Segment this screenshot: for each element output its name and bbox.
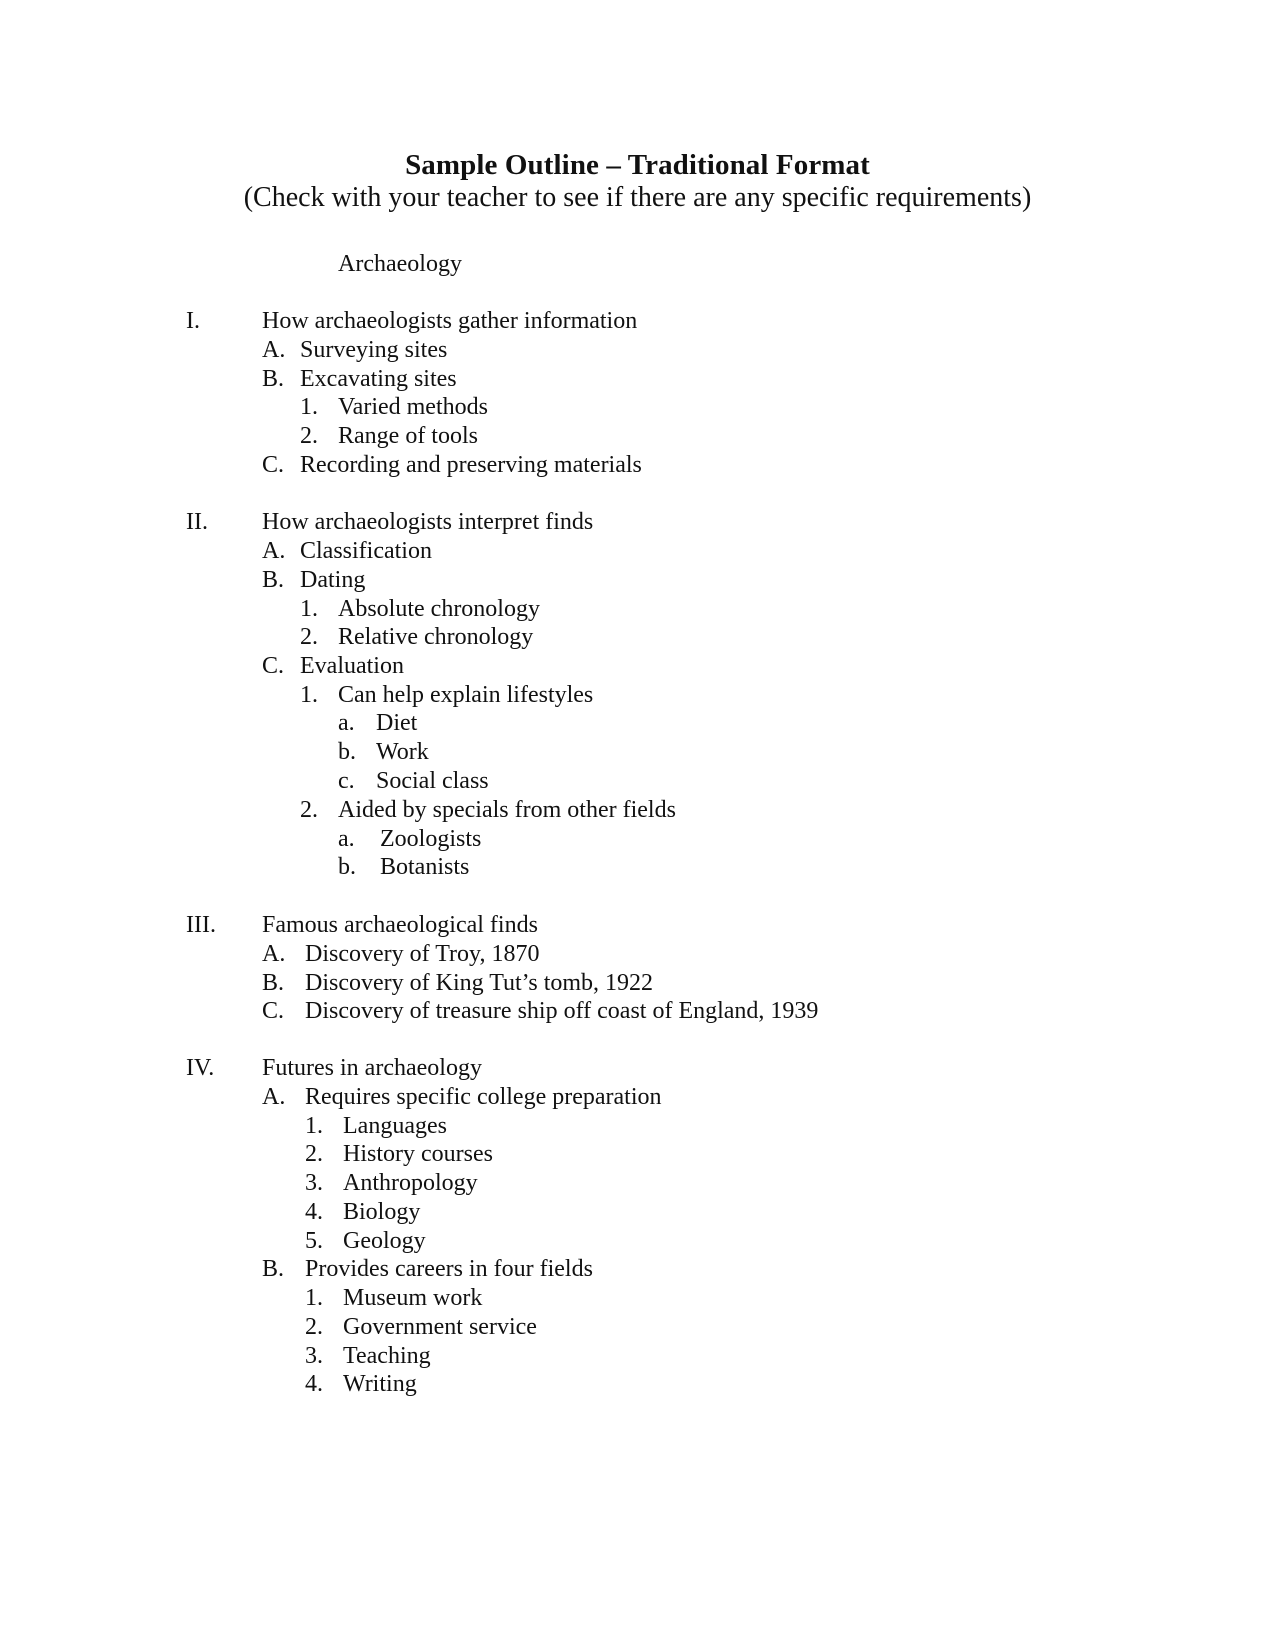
item-text: Zoologists [380, 826, 482, 852]
item-text: Teaching [343, 1343, 431, 1369]
item-text: Discovery of King Tut’s tomb, 1922 [305, 970, 654, 996]
item-marker: A. [262, 1084, 286, 1110]
item-marker: 3. [305, 1170, 323, 1196]
roman-numeral: III. [186, 912, 216, 938]
item-text: Requires specific college preparation [305, 1084, 662, 1110]
item-text: Excavating sites [300, 366, 457, 392]
item-marker: B. [262, 970, 285, 996]
item-marker: 2. [300, 624, 318, 650]
item-marker: a. [338, 826, 355, 852]
item-text: Discovery of treasure ship off coast of England, 1939 [305, 998, 819, 1024]
item-text: Government service [343, 1314, 537, 1340]
item-text: Dating [300, 567, 366, 593]
section-heading-text: Futures in archaeology [262, 1055, 482, 1081]
item-text: Relative chronology [338, 624, 534, 650]
page-subtitle: (Check with your teacher to see if there are any specific requirements) [243, 182, 1032, 213]
item-text: Botanists [380, 854, 470, 880]
item-text: Evaluation [300, 653, 404, 679]
item-marker: 1. [300, 596, 318, 622]
item-marker: B. [262, 567, 285, 593]
item-text: Languages [343, 1113, 447, 1139]
item-marker: 4. [305, 1371, 323, 1397]
item-marker: 4. [305, 1199, 323, 1225]
item-marker: B. [262, 1256, 285, 1282]
outline-topic: Archaeology [338, 251, 462, 277]
item-marker: 2. [305, 1314, 323, 1340]
item-marker: C. [262, 452, 285, 478]
item-marker: B. [262, 366, 285, 392]
item-marker: 1. [300, 394, 318, 420]
item-text: Absolute chronology [338, 596, 540, 622]
section-heading-text: Famous archaeological finds [262, 912, 538, 938]
item-marker: a. [338, 710, 355, 736]
item-marker: 1. [305, 1285, 323, 1311]
item-text: Varied methods [338, 394, 488, 420]
item-text: Anthropology [343, 1170, 478, 1196]
item-text: Diet [376, 710, 418, 736]
item-marker: 2. [300, 423, 318, 449]
item-text: Writing [343, 1371, 417, 1397]
item-text: Discovery of Troy, 1870 [305, 941, 540, 967]
item-marker: b. [338, 739, 356, 765]
item-text: Provides careers in four fields [305, 1256, 593, 1282]
item-text: Museum work [343, 1285, 483, 1311]
item-text: History courses [343, 1141, 493, 1167]
roman-numeral: I. [186, 308, 200, 334]
item-marker: A. [262, 337, 286, 363]
item-text: Biology [343, 1199, 421, 1225]
section-heading-text: How archaeologists gather information [262, 308, 638, 334]
item-marker: 3. [305, 1343, 323, 1369]
item-text: Recording and preserving materials [300, 452, 642, 478]
item-marker: A. [262, 941, 286, 967]
item-text: Work [376, 739, 429, 765]
item-marker: c. [338, 768, 355, 794]
item-text: Geology [343, 1228, 426, 1254]
item-marker: b. [338, 854, 356, 880]
item-marker: 5. [305, 1228, 323, 1254]
item-marker: 1. [305, 1113, 323, 1139]
item-marker: 1. [300, 682, 318, 708]
item-text: Classification [300, 538, 432, 564]
item-marker: 2. [305, 1141, 323, 1167]
item-text: Range of tools [338, 423, 478, 449]
item-text: Surveying sites [300, 337, 448, 363]
item-marker: C. [262, 998, 285, 1024]
item-text: Can help explain lifestyles [338, 682, 594, 708]
item-marker: C. [262, 653, 285, 679]
item-text: Aided by specials from other fields [338, 797, 676, 823]
item-text: Social class [376, 768, 489, 794]
roman-numeral: II. [186, 509, 208, 535]
item-marker: A. [262, 538, 286, 564]
item-marker: 2. [300, 797, 318, 823]
roman-numeral: IV. [186, 1055, 215, 1081]
page-title: Sample Outline – Traditional Format [405, 149, 870, 181]
section-heading-text: How archaeologists interpret finds [262, 509, 594, 535]
